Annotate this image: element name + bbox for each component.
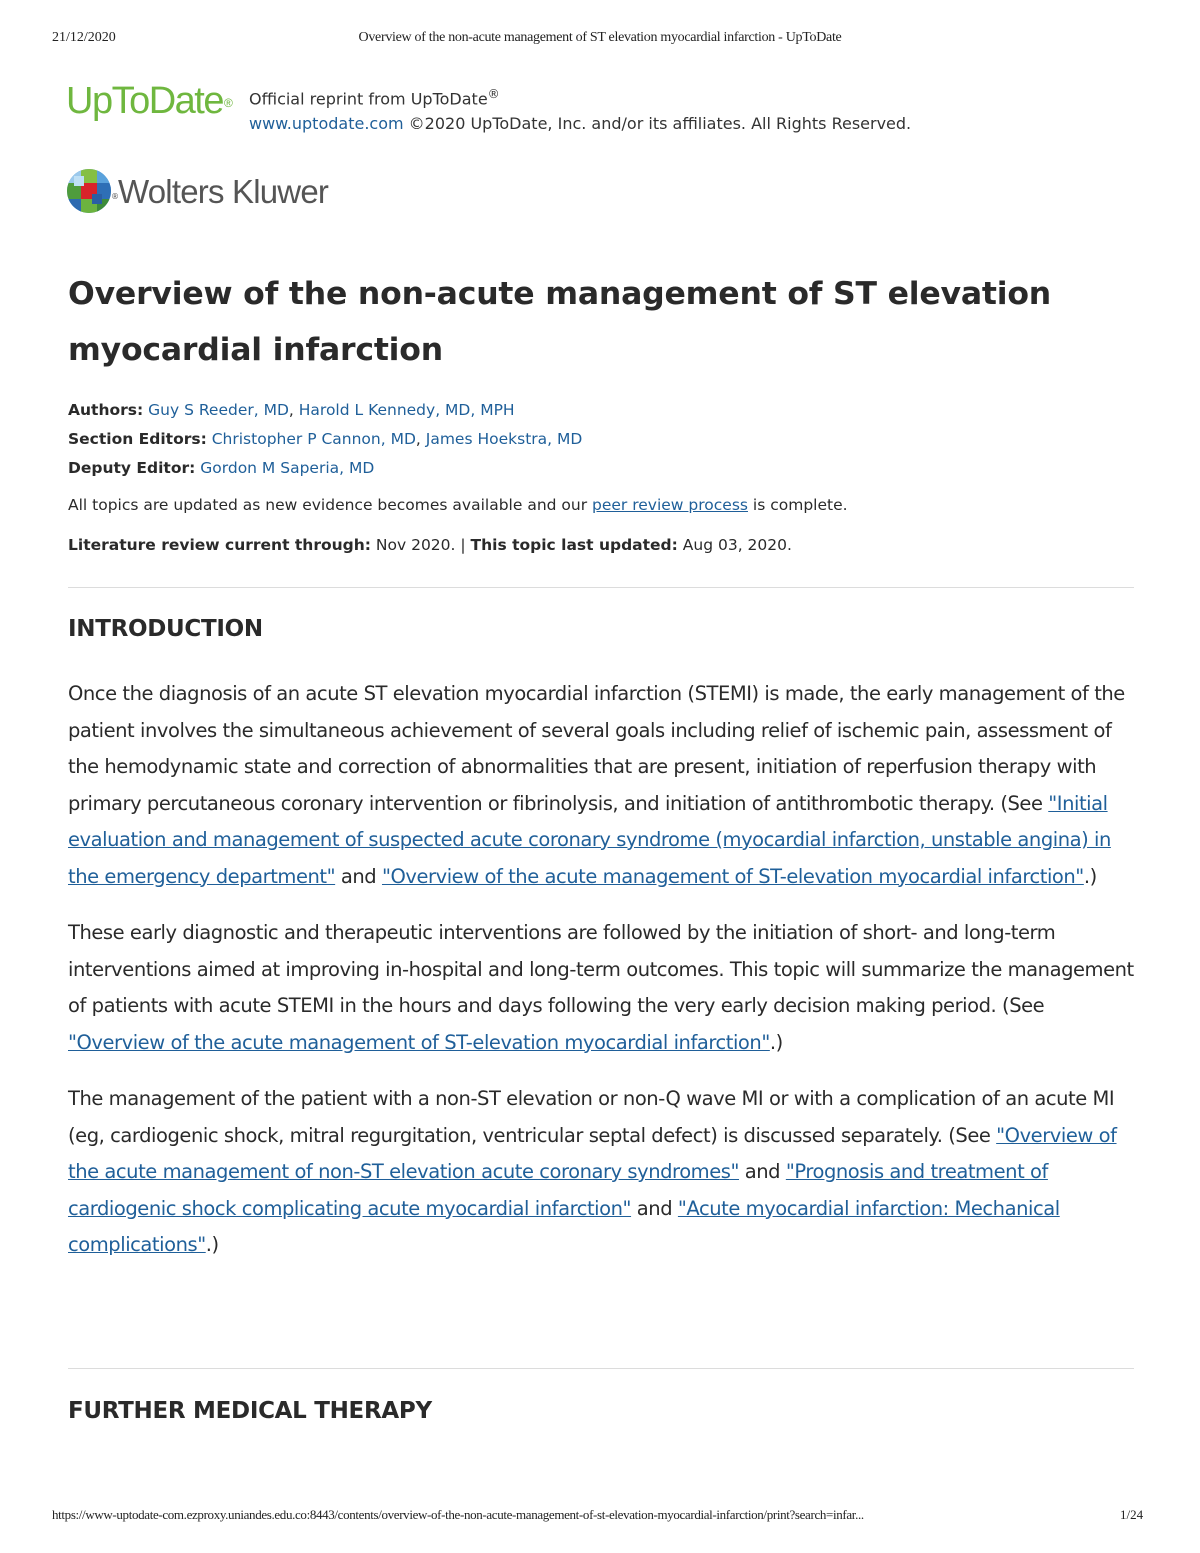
reprint-notice bbox=[249, 82, 911, 136]
print-footer bbox=[0, 1507, 1200, 1529]
paragraph-text: The management of the patient with a non-ST elevation or non-Q wave MI or with a complication of an acute MI (eg, cardiogenic shock, mitral regurgitation, ventricular septal defect) is discussed separately. (See bbox=[68, 1087, 1115, 1147]
section-editor-link[interactable]: James Hoekstra, MD bbox=[425, 430, 583, 448]
mechanical-complications-link[interactable]: "Acute myocardial infarction: Mechanical complications" bbox=[68, 1196, 1060, 1256]
paragraph-text: .) bbox=[1083, 864, 1097, 888]
peer-review-process-link[interactable]: peer review process bbox=[592, 496, 748, 514]
article-header bbox=[68, 266, 1134, 557]
cardiogenic-shock-link[interactable]: "Prognosis and treatment of cardiogenic shock complicating acute myocardial infarction" bbox=[68, 1160, 1048, 1220]
section-divider bbox=[68, 1368, 1134, 1369]
article-title: Overview of the non-acute management of ST elevation myocardial infarction bbox=[68, 276, 1052, 368]
author-link[interactable]: Guy S Reeder, MD bbox=[148, 401, 289, 419]
acute-stemi-management-link[interactable]: "Overview of the acute management of ST-elevation myocardial infarction" bbox=[381, 864, 1084, 888]
update-notice-end: is complete. bbox=[747, 496, 848, 514]
deputy-editor-label: Deputy Editor: bbox=[68, 459, 196, 477]
deputy-editor-link[interactable]: Gordon M Saperia, MD bbox=[200, 459, 375, 477]
wolters-kluwer-registered-mark: ® bbox=[111, 192, 119, 201]
introduction-heading: INTRODUCTION bbox=[68, 616, 263, 642]
introduction-paragraph-2 bbox=[68, 915, 1134, 1061]
further-medical-therapy-heading: FURTHER MEDICAL THERAPY bbox=[68, 1398, 432, 1424]
print-document-title: Overview of the non-acute management of ST elevation myocardial infarction - UpToDate bbox=[358, 30, 842, 45]
paragraph-text: and bbox=[631, 1196, 678, 1220]
review-dates bbox=[68, 533, 1134, 557]
non-st-elevation-acs-link[interactable]: "Overview of the acute management of non-ST elevation acute coronary syndromes" bbox=[68, 1123, 1117, 1183]
contributors bbox=[68, 396, 1134, 483]
wolters-kluwer-logo bbox=[66, 168, 366, 216]
author-link[interactable]: Harold L Kennedy, MD, MPH bbox=[298, 401, 515, 419]
uptodate-logo-text: UpToDate bbox=[66, 80, 223, 122]
uptodate-site-link[interactable]: www.uptodate.com bbox=[249, 114, 404, 134]
reprint-registered-mark: ® bbox=[487, 87, 500, 101]
uptodate-logo-registered-mark: ® bbox=[223, 96, 232, 110]
paragraph-text: and bbox=[335, 864, 382, 888]
section-editors-line: Section Editors: Christopher P Cannon, MD, James Hoekstra, MD bbox=[68, 430, 583, 448]
literature-review-label: Literature review current through: bbox=[68, 536, 371, 554]
reprint-line-text: Official reprint from UpToDate bbox=[249, 89, 488, 109]
print-date: 21/12/2020 bbox=[52, 30, 116, 45]
introduction-paragraph-3 bbox=[68, 1081, 1134, 1264]
authors-line: Authors: Guy S Reeder, MD, Harold L Kennedy, MD, MPH bbox=[68, 401, 515, 419]
deputy-editor-line bbox=[68, 454, 1134, 483]
last-updated-value: Aug 03, 2020. bbox=[677, 536, 792, 554]
last-updated-label: This topic last updated: bbox=[470, 536, 678, 554]
paragraph-text: .) bbox=[205, 1233, 219, 1256]
wolters-kluwer-emblem-icon bbox=[66, 168, 112, 214]
paragraph-text: and bbox=[739, 1160, 786, 1183]
paragraph-text: Once the diagnosis of an acute ST elevation myocardial infarction (STEMI) is made, the early management of the patient involves the simultaneous achievement of several goals including relief of ischemic pain, assessment of the hemodynamic state and correction of abnormalities that are present, initiation of reperfusion therapy with primary percutaneous coronary intervention or fibrinolysis, and initiation of antithrombotic therapy. (See bbox=[68, 682, 1125, 815]
paragraph-text: .) bbox=[769, 1030, 783, 1054]
section-editor-link[interactable]: Christopher P Cannon, MD bbox=[211, 430, 416, 448]
print-url: https://www-uptodate-com.ezproxy.uniandes.edu.co:8443/contents/overview-of-the-non-acute-management-of-st-elevation-myocardial-infarction/print?search=infar... bbox=[52, 1507, 864, 1522]
page-number: 1/24 bbox=[1120, 1507, 1144, 1522]
reprint-line bbox=[249, 82, 911, 111]
authors-label: Authors: bbox=[68, 401, 144, 419]
section-divider bbox=[68, 587, 1134, 588]
literature-review-value: Nov 2020. | bbox=[370, 536, 471, 554]
wolters-kluwer-wordmark: Wolters Kluwer bbox=[118, 173, 329, 210]
copyright-text: ©2020 UpToDate, Inc. and/or its affiliates. All Rights Reserved. bbox=[403, 114, 912, 134]
copyright-line bbox=[249, 111, 911, 136]
section-editors-label: Section Editors: bbox=[68, 430, 207, 448]
update-notice bbox=[68, 493, 1134, 517]
print-header bbox=[0, 30, 1200, 52]
uptodate-logo bbox=[66, 78, 231, 124]
introduction-paragraph-1 bbox=[68, 676, 1134, 895]
initial-evaluation-acs-link[interactable]: "Initial evaluation and management of suspected acute coronary syndrome (myocardial infarction, unstable angina) in the emergency department" bbox=[68, 791, 1111, 888]
acute-stemi-management-link[interactable]: "Overview of the acute management of ST-elevation myocardial infarction" bbox=[68, 1030, 770, 1054]
introduction-body bbox=[68, 676, 1134, 1264]
brand-row bbox=[66, 78, 1066, 138]
update-notice-text: All topics are updated as new evidence becomes available and our bbox=[68, 496, 593, 514]
paragraph-text: These early diagnostic and therapeutic interventions are followed by the initiation of short- and long-term interventions aimed at improving in-hospital and long-term outcomes. This topic will summarize the management of patients with acute STEMI in the hours and days following the very early decision making period. (See bbox=[68, 921, 1134, 1017]
